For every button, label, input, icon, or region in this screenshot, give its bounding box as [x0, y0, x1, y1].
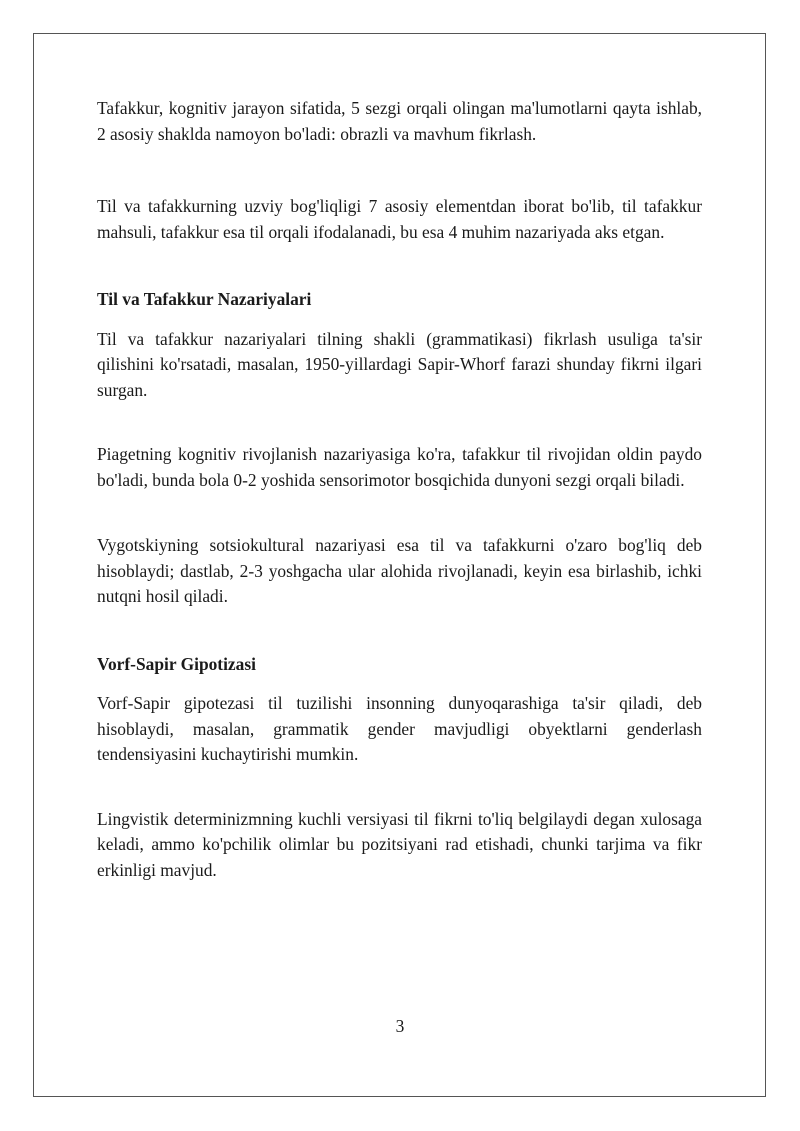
section-heading-theories: Til va Tafakkur Nazariyalari — [97, 289, 312, 309]
paragraph-sapir-whorf: Vorf-Sapir gipotezasi til tuzilishi insonning dunyoqarashiga ta'sir qiladi, deb hisoblaydi, masalan, grammatik gender mavjudligi obyektlarni genderlash tendensiyasini kuchaytirishi mumkin. — [97, 693, 702, 764]
paragraph-theories-overview: Til va tafakkur nazariyalari tilning shakli (grammatikasi) fikrlash usuliga ta'sir qilishini ko'rsatadi, masalan, 1950-yillardagi Sapir-Whorf farazi shunday fikrni ilgari surgan. — [97, 328, 702, 400]
page-number: 3 — [395, 1016, 405, 1036]
paragraph-thinking-definition: Tafakkur, kognitiv jarayon sifatida, 5 sezgi orqali olingan ma'lumotlarni qayta ishlab, 2 asosiy shaklda namoyon bo'ladi: obrazli va mavhum fikrlash. — [97, 98, 702, 144]
paragraph-piaget-theory: Piagetning kognitiv rivojlanish nazariyasiga ko'ra, tafakkur til rivojidan oldin paydo bo'ladi, bunda bola 0-2 yoshida sensorimotor bosqichida dunyoni sezgi orqali biladi. — [97, 444, 702, 490]
paragraph-vygotsky-theory: Vygotskiyning sotsiokultural nazariyasi esa til va tafakkurni o'zaro bog'liq deb hisoblaydi; dastlab, 2-3 yoshgacha ular alohida rivojlanadi, keyin esa birlashib, ichki nutqni hosil qiladi. — [97, 535, 702, 606]
paragraph-linguistic-determinism: Lingvistik determinizmning kuchli versiyasi til fikrni to'liq belgilaydi degan xulosaga keladi, ammo ko'pchilik olimlar bu pozitsiyani rad etishadi, chunki tarjima va fikr erkinligi mavjud. — [97, 808, 702, 880]
page-content — [97, 96, 702, 883]
section-heading-hypothesis: Vorf-Sapir Gipotizasi — [97, 653, 256, 674]
paragraph-language-thought-link: Til va tafakkurning uzviy bog'liqligi 7 asosiy elementdan iborat bo'lib, til tafakkur mahsuli, tafakkur esa til orqali ifodalanadi, bu esa 4 muhim nazariyada aks etgan. — [97, 196, 702, 242]
